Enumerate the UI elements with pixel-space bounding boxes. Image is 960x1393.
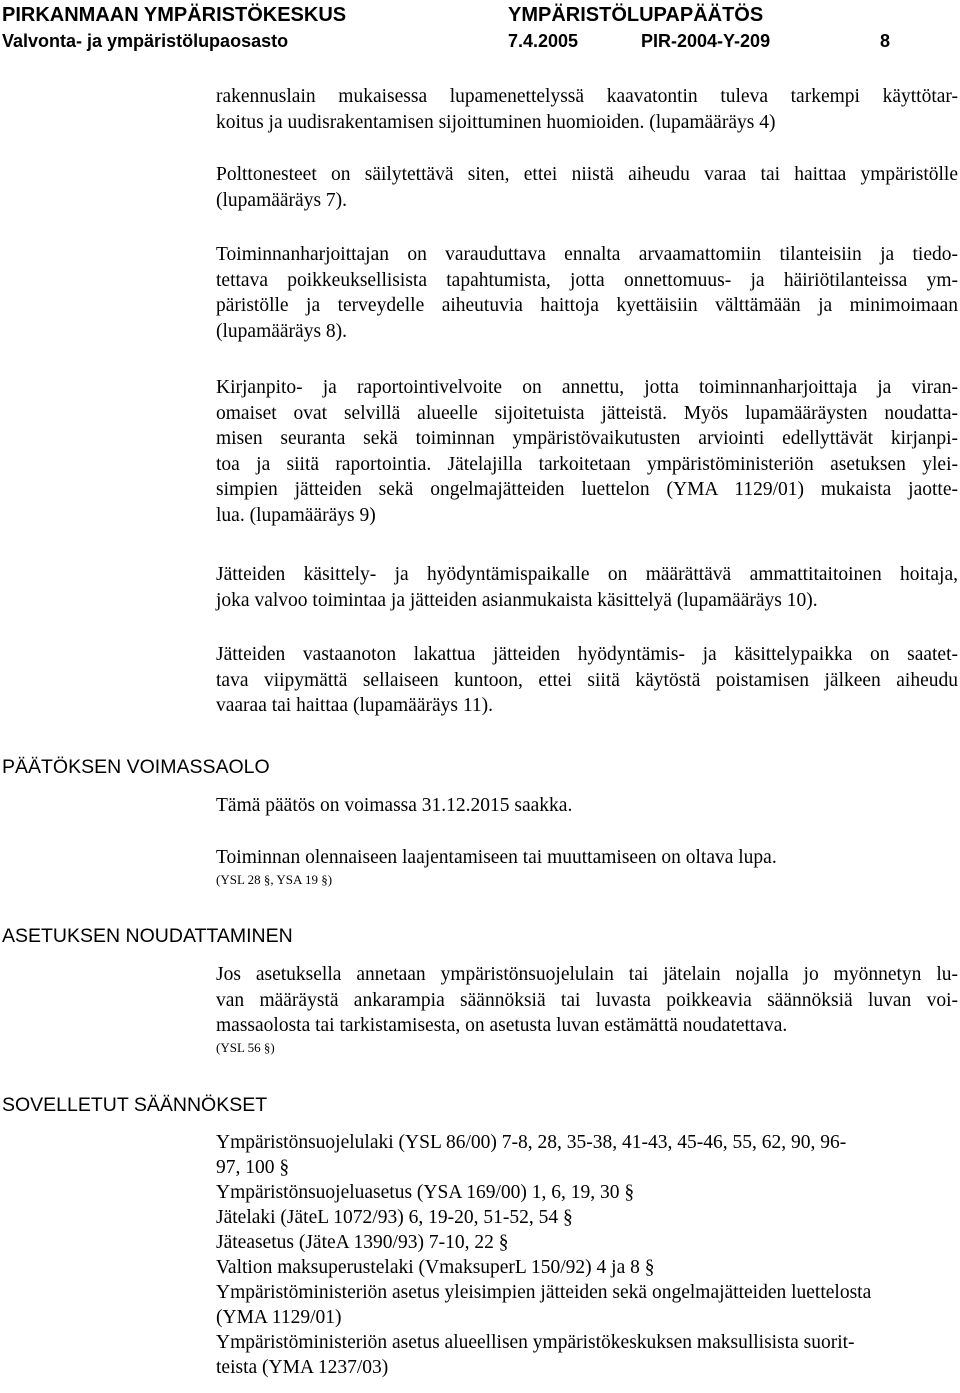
text-line: tava viipymättä sellaiseen kuntoon, ettei siitä käytöstä poistamisen jälkeen aiheudu bbox=[216, 669, 958, 691]
validity-statement bbox=[216, 793, 958, 819]
provision-line: Valtion maksuperustelaki (VmaksuperL 150/92) 4 ja 8 § bbox=[216, 1257, 655, 1278]
text-line: Jätteiden käsittely- ja hyödyntämispaikalle on määrättävä ammattitaitoinen hoitaja, bbox=[216, 564, 958, 585]
text-line: joka valvoo toimintaa ja jätteiden asianmukaista käsittelyä (lupamääräys 10). bbox=[216, 589, 818, 611]
text-line: (lupamääräys 7). bbox=[216, 189, 348, 211]
text-line: rakennuslain mukaisessa lupamenettelyssä kaavatontin tuleva tarkempi käyttötar- bbox=[216, 86, 958, 107]
section-heading-regulation: ASETUKSEN NOUDATTAMINEN bbox=[2, 925, 293, 947]
provision-line: Ympäristöministeriön asetus yleisimpien jätteiden sekä ongelmajätteiden luettelosta bbox=[216, 1282, 872, 1303]
text-line: toa ja siitä raportointia. Jätelajilla tarkoitetaan ympäristöministeriön asetuksen ylei- bbox=[216, 453, 958, 475]
section-heading-validity: PÄÄTÖKSEN VOIMASSAOLO bbox=[2, 756, 270, 778]
text-line: Polttonesteet on säilytettävä siten, ettei niistä aiheudu varaa tai haittaa ympäristölle bbox=[216, 164, 958, 185]
text-line: Kirjanpito- ja raportointivelvoite on annettu, jotta toiminnanharjoittaja ja viran- bbox=[216, 377, 958, 398]
text-line: koitus ja uudisrakentamisen sijoittuminen huomioiden. (lupamääräys 4) bbox=[216, 111, 776, 133]
validity-legal-reference: (YSL 28 §, YSA 19 §) bbox=[216, 872, 333, 887]
provision-line: 97, 100 § bbox=[216, 1157, 290, 1178]
page-number: 8 bbox=[880, 31, 891, 51]
document-type: YMPÄRISTÖLUPAPÄÄTÖS bbox=[508, 4, 764, 26]
document-date: 7.4.2005 bbox=[508, 31, 579, 51]
text-line: lua. (lupamääräys 9) bbox=[216, 504, 376, 526]
text-line: misen seuranta sekä toiminnan ympäristövaikutusten arviointi edellyttävät kirjanpi- bbox=[216, 428, 958, 449]
text-line: van määräystä ankarampia säännöksiä tai luvasta poikkeavia säännöksiä luvan voi- bbox=[216, 989, 958, 1011]
applied-provisions-list bbox=[216, 1130, 958, 1380]
text-line: massaolosta tai tarkistamisesta, on asetusta luvan estämättä noudatettava. bbox=[216, 1015, 788, 1036]
provision-line: Jäteasetus (JäteA 1390/93) 7-10, 22 § bbox=[216, 1232, 509, 1253]
paragraph-fuel-storage bbox=[216, 162, 958, 213]
provision-line: Ympäristönsuojeluasetus (YSA 169/00) 1, 6, 19, 30 § bbox=[216, 1182, 635, 1203]
paragraph-supervisor bbox=[216, 562, 958, 613]
regulation-text bbox=[216, 962, 958, 1039]
text-line: tettava poikkeuksellisista tapahtumista, jotta onnettomuus- ja häiriötilanteissa ym- bbox=[216, 269, 958, 291]
text-line: omaiset ovat selvillä alueelle sijoitetuista jätteistä. Myös lupamääräysten noudatta- bbox=[216, 402, 958, 424]
provision-line: Jätelaki (JäteL 1072/93) 6, 19-20, 51-52, 54 § bbox=[216, 1207, 573, 1228]
paragraph-closure bbox=[216, 642, 958, 719]
text-line: Toiminnanharjoittajan on varauduttava ennalta arvaamattomiin tilanteisiin ja tiedo- bbox=[216, 244, 958, 265]
paragraph-preparedness bbox=[216, 242, 958, 344]
text-line: päristölle ja terveydelle aiheutuvia haittoja kyettäisiin välttämään ja minimoimaan bbox=[216, 295, 958, 316]
text-line: (lupamääräys 8). bbox=[216, 320, 348, 342]
text-line: Tämä päätös on voimassa 31.12.2015 saakka. bbox=[216, 795, 573, 816]
text-line: simpien jätteiden sekä ongelmajätteiden luettelon (YMA 1129/01) mukaista jaotte- bbox=[216, 479, 958, 500]
provision-line: teista (YMA 1237/03) bbox=[216, 1357, 389, 1378]
section-heading-applied-provisions: SOVELLETUT SÄÄNNÖKSET bbox=[2, 1094, 268, 1116]
paragraph-land-use bbox=[216, 84, 958, 135]
text-line: Jos asetuksella annetaan ympäristönsuojelulain tai jätelain nojalla jo myönnetyn lu- bbox=[216, 964, 958, 985]
validity-note bbox=[216, 845, 958, 871]
provision-line: Ympäristöministeriön asetus alueellisen ympäristökeskuksen maksullisista suorit- bbox=[216, 1332, 855, 1353]
department-name: Valvonta- ja ympäristölupaosasto bbox=[2, 31, 289, 51]
text-line: vaaraa tai haittaa (lupamääräys 11). bbox=[216, 695, 493, 716]
org-name: PIRKANMAAN YMPÄRISTÖKESKUS bbox=[2, 4, 347, 26]
paragraph-recordkeeping bbox=[216, 375, 958, 528]
provision-line: (YMA 1129/01) bbox=[216, 1307, 342, 1328]
text-line: Toiminnan olennaiseen laajentamiseen tai muuttamiseen on oltava lupa. bbox=[216, 847, 777, 868]
regulation-legal-reference: (YSL 56 §) bbox=[216, 1040, 275, 1055]
provision-line: Ympäristönsuojelulaki (YSL 86/00) 7-8, 28, 35-38, 41-43, 45-46, 55, 62, 90, 96- bbox=[216, 1132, 847, 1153]
text-line: Jätteiden vastaanoton lakattua jätteiden hyödyntämis- ja käsittelypaikka on saatet- bbox=[216, 644, 958, 665]
reference-number: PIR-2004-Y-209 bbox=[641, 31, 771, 51]
